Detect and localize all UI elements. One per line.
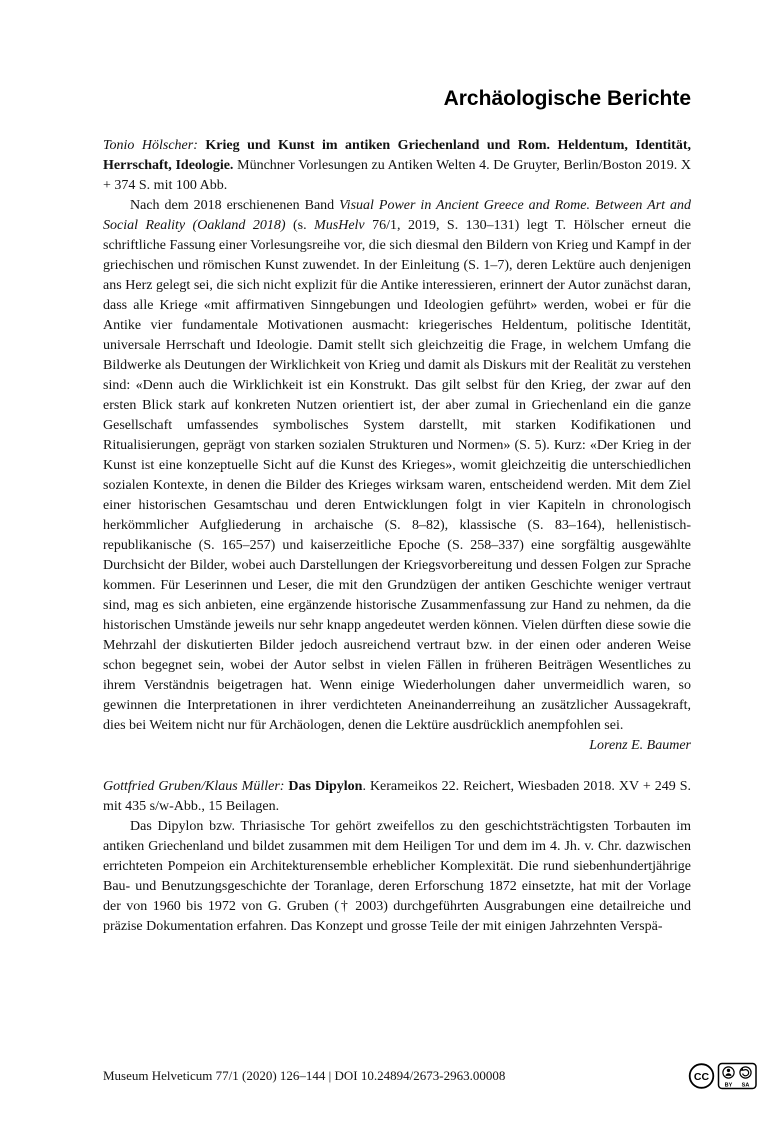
section-title: Archäologische Berichte: [443, 87, 691, 110]
journal-citation: Museum Helveticum 77/1 (2020) 126–144 | DOI 10.24894/2673-2963.00008: [103, 1068, 506, 1083]
sa-arrow-icon: [740, 1067, 751, 1089]
bibliographic-header: [103, 777, 691, 817]
by-person-icon: [723, 1067, 734, 1089]
review-body-paragraph: [103, 196, 691, 736]
page-footer: [103, 1061, 757, 1091]
review-author: Tonio Hölscher:: [103, 138, 206, 153]
imprint-text: Münchner Vorlesungen zu Antiken Welten 4. De Gruyter, Berlin/Boston 2019. X + 374 S. mit 100 Abb.: [103, 158, 691, 193]
cc-icon: [690, 1064, 714, 1088]
imprint-text: . Kerameikos 22. Reichert, Wiesbaden 2018. XV + 249 S. mit 435 s/w-Abb., 15 Beilagen.: [103, 779, 692, 814]
reviewed-work-title: Krieg und Kunst im antiken Griechenland und Rom. Heldentum, Identität, Herrschaft, Ideologie.: [103, 138, 691, 173]
reviewed-work-title: Das Dipylon: [288, 779, 363, 794]
body-text: (s.: [285, 218, 315, 233]
review-hoelscher: [103, 136, 691, 756]
journal-abbrev-italic: MusHelv: [314, 218, 365, 233]
svg-text:BY: BY: [724, 1082, 733, 1089]
body-text: Das Dipylon bzw. Thriasische Tor gehört zweifellos zu den geschichtsträchtigsten Torbauten im antiken Griechenland und bildet zusammen mit dem Heiligen Tor und dem im 4. Jh. v. Chr. dazwischen errichteten Pompeion ein Architekturensemble erheblicher Komplexität. Die rund siebenhundertjährige Bau- und Benutzungsgeschichte der Toranlage, deren Erforschung 1872 einsetzte, hat mit der Vorlage der von 1960 bis 1972 von G. Gruben († 2003) durchgeführten Ausgrabungen eine detailreiche und präzise Dokumentation erfahren. Das Konzept und grosse Teile der mit einigen Jahrzehnten Verspä-: [103, 819, 691, 934]
svg-text:SA: SA: [741, 1082, 750, 1089]
review-gruben: [103, 777, 691, 937]
bibliographic-header: [103, 136, 691, 196]
cited-work-italic: Visual Power in Ancient Greece and Rome. Between Art and Social Reality (Oakland 2018): [103, 198, 692, 233]
body-text: 76/1, 2019, S. 130–131) legt T. Hölscher erneut die schriftliche Fassung einer Vorlesungsreihe vor, die sich diesmal den Bildern von Krieg und Kampf in der griechischen und römischen Kunst zuwendet. In der Einleitung (S. 1–7), deren Lektüre auch denjenigen ans Herz gelegt sei, die sich nicht explizit für die Antike interessieren, erinnert der Autor zunächst daran, dass alle Kriege «mit affirmativen Sinngebungen und Ideologien geführt» werden, wobei er für die Antike vier fundamentale Motivationen ausmacht: kriegerisches Heldentum, politische Identität, universale Herrschaft und Ideologie. Damit stellt sich gleichzeitig die Frage, in welchem Umfang die Bildwerke als Deutungen der Wirklichkeit von Krieg und damit als Diskurs mit der Realität zu verstehen sind: «Denn auch die Wirklichkeit ist ein Konstrukt. Das gilt selbst für den Krieg, der zwar auf den ersten Blick stark auf konkreten Nutzen orientiert ist, der aber zumal in Griechenland ein die ganze Gesellschaft umfassendes symbolisches System darstellt, mit starken Kodifikationen und Ritualisierungen, geprägt von starken sozialen Strukturen und Normen» (S. 5). Kurz: «Der Krieg in der Kunst ist eine konzeptuelle Sicht auf die Kunst des Krieges», womit gleichzeitig die unterschiedlichen sozialen Kontexte, in denen die Bilder des Krieges wirksam waren, entscheidend werden. Mit dem Ziel einer historischen Gesamtschau und deren Entwicklungen folgt in vier Kapiteln in chronologisch herkömmlicher Aufgliederung in archaische (S. 8–82), klassische (S. 83–164), hellenistisch-republikanische (S. 165–257) und kaiserzeitliche Epoche (S. 258–337) eine sorgfältig ausgewählte Durchsicht der Bilder, wobei auch Darstellungen der Kriegsvorbereitung und dessen Folgen zur Sprache kommen. Für Leserinnen und Leser, die mit den Grundzügen der antiken Geschichte weniger vertraut sind, mag es sich anbieten, eine ergänzende historische Zusammenfassung zur Hand zu nehmen, da die historischen Umstände jeweils nur sehr knapp angedeutet werden können. Vielen dürften diese sowie die Mehrzahl der diskutierten Bilder jedoch ausreichend vertraut bzw. in der einen oder anderen Weise schon begegnet sein, wobei der Autor selbst in vielen Fällen in früheren Beiträgen Wesentliches zu ihrem Verständnis beigetragen hat. Wenn einige Wiederholungen daher unvermeidlich waren, so gewinnen die Interpretationen in ihrer verdichteten Aneinanderreihung an zusätzlicher Aussagekraft, dies bei Weitem nicht nur für Archäologen, denen die Lektüre ausdrücklich anempfohlen sei.: [103, 218, 691, 733]
review-author: Gottfried Gruben/Klaus Müller:: [103, 779, 289, 794]
svg-text:CC: CC: [693, 1071, 710, 1083]
review-body-paragraph: [103, 817, 691, 937]
page-content: [103, 86, 691, 937]
reviewer-signature: Lorenz E. Baumer: [589, 738, 691, 753]
by-sa-plate: [719, 1064, 757, 1089]
cc-by-sa-license-badge[interactable]: [688, 1061, 757, 1091]
body-text: Nach dem 2018 erschienenen Band: [130, 198, 340, 213]
